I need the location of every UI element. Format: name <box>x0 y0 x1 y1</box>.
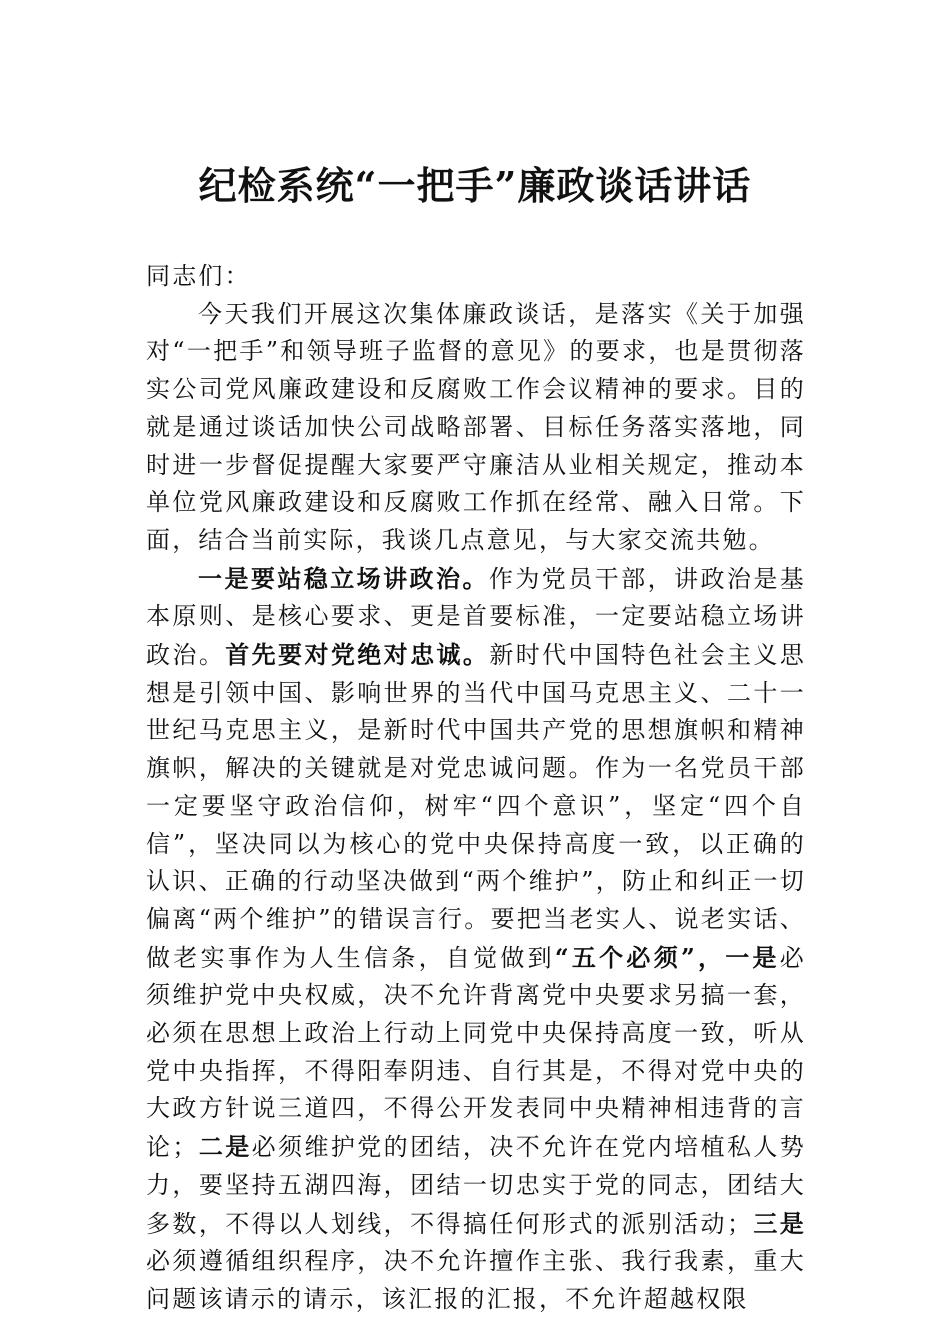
loyalty-text: 新时代中国特色社会主义思想是引领中国、影响世界的当代中国马克思主义、二十一世纪马克思主义，是新时代中国共产党的思想旗帜和精神旗帜，解决的关键就是对党忠诚问题。作为一名党员干部一定要坚守政治信仰，树牢“四个意识”，坚定“四个自信”，坚决同以为核心的党中央保持高度一致，以正确的认识、正确的行动坚决做到“两个维护”，防止和纠正一切偏离“两个维护”的错误言行。要把当老实人、说老实话、做老实事作为人生信条，自觉做到 <box>146 641 806 972</box>
intro-paragraph: 今天我们开展这次集体廉政谈话，是落实《关于加强对“一把手”和领导班子监督的意见》的要求，也是贯彻落实公司党风廉政建设和反腐败工作会议精神的要求。目的就是通过谈话加快公司战略部署、目标任务落实落地，同时进一步督促提醒大家要严守廉洁从业相关规定，推动本单位党风廉政建设和反腐败工作抓在经常、融入日常。下面，结合当前实际，我谈几点意见，与大家交流共勉。 <box>146 299 806 554</box>
item-one-label: 一是 <box>725 942 780 972</box>
item-two-label: 二是 <box>198 1132 252 1162</box>
salutation: 同志们： <box>146 262 251 290</box>
five-musts-label: “五个必须”， <box>554 942 726 972</box>
point-one-text: 作为党员干部，讲政治是基本原则、是核心要求、更是首要标准，一定要站稳立场讲政治。 <box>146 564 807 670</box>
document-title: 纪检系统“一把手”廉政谈话讲话 <box>198 163 752 208</box>
item-two-text: 必须维护党的团结，决不允许在党内培植私人势力，要坚持五湖四海，团结一切忠实于党的同志，团结大多数，不得以人划线，不得搞任何形式的派别活动； <box>146 1133 806 1238</box>
item-three-label: 三是 <box>753 1208 806 1238</box>
loyalty-subheading: 首先要对党绝对忠诚。 <box>225 640 490 670</box>
point-one-heading: 一是要站稳立场讲政治。 <box>198 563 489 593</box>
item-one-text: 必须维护党中央权威，决不允许背离党中央要求另搞一套，必须在思想上政治上行动上同党中央保持高度一致，听从党中央指挥，不得阳奉阴违、自行其是，不得对党中央的大政方针说三道四，不得公开发表同中央精神相违背的言论； <box>146 943 806 1162</box>
document-body <box>146 258 806 1319</box>
point-one-paragraph <box>146 560 806 1319</box>
item-three-text: 必须遵循组织程序，决不允许擅作主张、我行我素，重大问题该请示的请示，该汇报的汇报，不允许超越权限 <box>146 1247 806 1313</box>
